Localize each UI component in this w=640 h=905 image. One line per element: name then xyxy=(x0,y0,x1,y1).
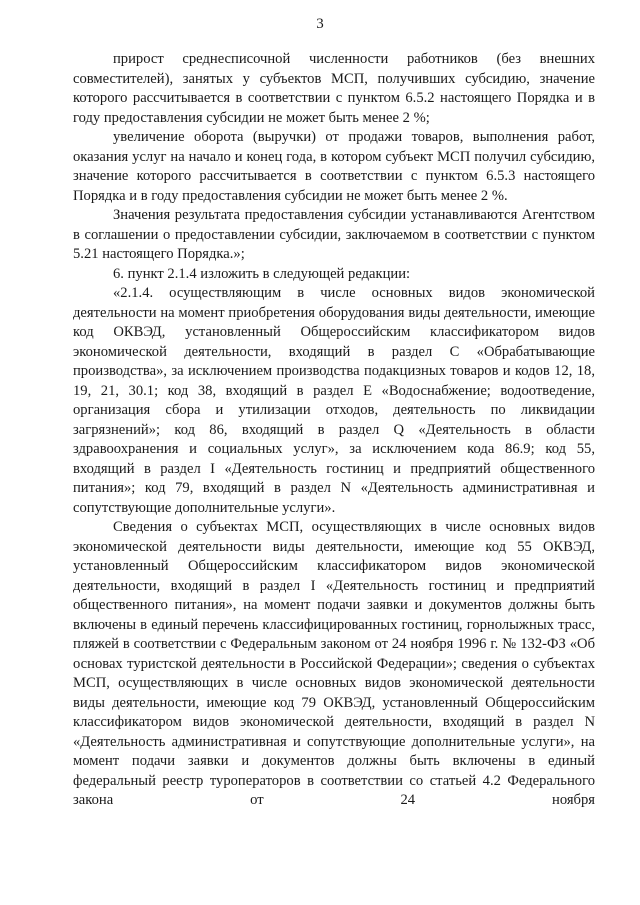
paragraph-clause-2-1-4: «2.1.4. осуществляющим в числе основных видов экономической деятельности на момент приобретения оборудования виды деятельности, имеющие код ОКВЭД, установленный Общероссийским классификатором видов экономической деятельности, входящий в раздел С «Обрабатывающие производства», за исключением производства подакцизных товаров и кодов 12, 18, 19, 21, 30.1; код 38, входящий в раздел Е «Водоснабжение; водоотведение, организация сбора и утилизации отходов, деятельность по ликвидации загрязнений»; код 86, входящий в раздел Q «Деятельность в области здравоохранения и социальных услуг», за исключением кода 86.9; код 55, входящий в раздел I «Деятельность гостиниц и предприятий общественного питания»; код 79, входящий в раздел N «Деятельность административная и сопутствующие дополнительные услуги». xyxy=(73,285,595,516)
paragraph-registry-requirements: Сведения о субъектах МСП, осуществляющих в числе основных видов экономической деятельности виды деятельности, имеющие код 55 ОКВЭД, установленный Общероссийским классификатором видов экономической деятельности, входящий в раздел I «Деятельность гостиниц и предприятий общественного питания», на момент подачи заявки и документов должны быть включены в единый перечень классифицированных гостиниц, горнолыжных трасс, пляжей в соответствии с Федеральным законом от 24 ноября 1996 г. № 132-ФЗ «Об основах туристской деятельности в Российской Федерации»; сведения о субъектах МСП, осуществляющих в числе основных видов экономической деятельности виды деятельности, имеющие код 79 ОКВЭД, установленный Общероссийским классификатором видов экономической деятельности, входящий в раздел N «Деятельность административная и сопутствующие дополнительные услуги», на момент подачи заявки и документов должны быть включены в единый федеральный реестр туроператоров в соответствии со статьей 4.2 Федерального закона от 24 ноября xyxy=(73,519,595,808)
page-number: 3 xyxy=(316,16,324,32)
paragraph-amendment-item-6: 6. пункт 2.1.4 изложить в следующей редакции: xyxy=(113,265,411,282)
document-body xyxy=(73,50,595,811)
paragraph-result-values: Значения результата предоставления субсидии устанавливаются Агентством в соглашении о предоставлении субсидии, заключаемом в соответствии с пунктом 5.21 настоящего Порядка.»; xyxy=(73,207,595,262)
paragraph-turnover-growth: увеличение оборота (выручки) от продажи товаров, выполнения работ, оказания услуг на начало и конец года, в котором субъект МСП получил субсидию, значение которого рассчитывается в соответствии с пунктом 6.5.3 настоящего Порядка и в году предоставления субсидии не может быть менее 2 %. xyxy=(73,129,595,204)
paragraph-workforce-growth: прирост среднесписочной численности работников (без внешних совместителей), занятых у субъектов МСП, получивших субсидию, значение которого рассчитывается в соответствии с пунктом 6.5.2 настоящего Порядка и в году предоставления субсидии не может быть менее 2 %; xyxy=(73,51,595,126)
